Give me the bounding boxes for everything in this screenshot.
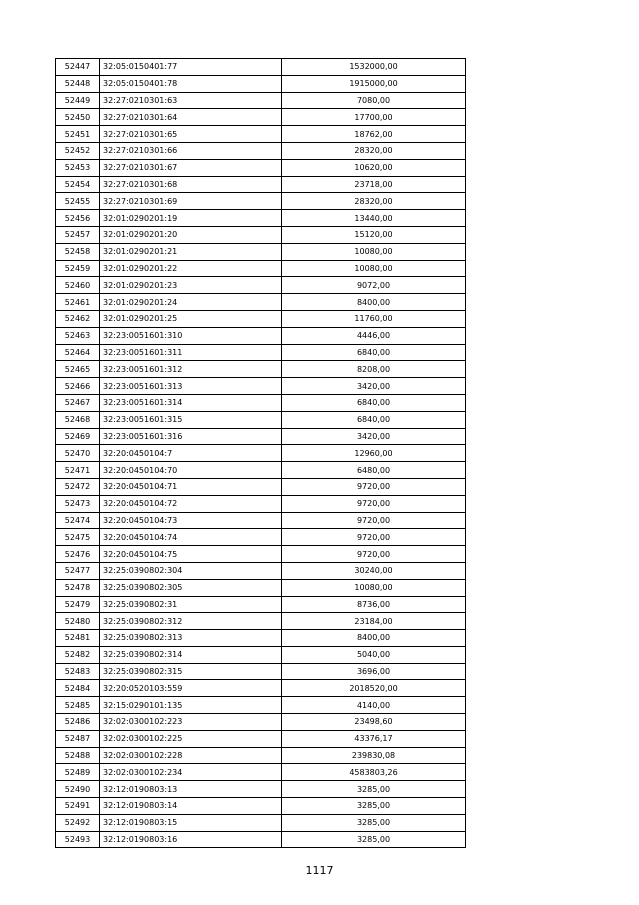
cadastral-number-cell: 32:12:0190803:14 <box>100 798 282 815</box>
value-cell: 5040,00 <box>282 646 466 663</box>
cadastral-number-cell: 32:02:0300102:234 <box>100 764 282 781</box>
row-number-cell: 52449 <box>56 92 100 109</box>
table-row <box>56 495 466 512</box>
value-cell: 23184,00 <box>282 613 466 630</box>
table-row <box>56 680 466 697</box>
cadastral-number-cell: 32:20:0450104:75 <box>100 546 282 563</box>
row-number-cell: 52452 <box>56 142 100 159</box>
table-row <box>56 344 466 361</box>
table-row <box>56 462 466 479</box>
value-cell: 4446,00 <box>282 327 466 344</box>
value-cell: 2018520,00 <box>282 680 466 697</box>
table-row <box>56 714 466 731</box>
cadastral-number-cell: 32:01:0290201:24 <box>100 294 282 311</box>
value-cell: 28320,00 <box>282 142 466 159</box>
row-number-cell: 52472 <box>56 478 100 495</box>
cadastral-number-cell: 32:20:0450104:71 <box>100 478 282 495</box>
cadastral-number-cell: 32:12:0190803:16 <box>100 831 282 848</box>
value-cell: 30240,00 <box>282 562 466 579</box>
value-cell: 239830,08 <box>282 747 466 764</box>
table-row <box>56 814 466 831</box>
cadastral-value-table <box>55 58 466 848</box>
row-number-cell: 52466 <box>56 378 100 395</box>
table-row <box>56 663 466 680</box>
value-cell: 11760,00 <box>282 310 466 327</box>
table-row <box>56 243 466 260</box>
cadastral-number-cell: 32:23:0051601:311 <box>100 344 282 361</box>
cadastral-number-cell: 32:25:0390802:314 <box>100 646 282 663</box>
table-row <box>56 781 466 798</box>
cadastral-number-cell: 32:01:0290201:22 <box>100 260 282 277</box>
row-number-cell: 52469 <box>56 428 100 445</box>
cadastral-number-cell: 32:25:0390802:305 <box>100 579 282 596</box>
table-row <box>56 378 466 395</box>
row-number-cell: 52455 <box>56 193 100 210</box>
cadastral-number-cell: 32:27:0210301:67 <box>100 159 282 176</box>
row-number-cell: 52488 <box>56 747 100 764</box>
row-number-cell: 52470 <box>56 445 100 462</box>
cadastral-number-cell: 32:23:0051601:313 <box>100 378 282 395</box>
table-body <box>56 59 466 848</box>
table-row <box>56 327 466 344</box>
cadastral-number-cell: 32:20:0450104:70 <box>100 462 282 479</box>
cadastral-number-cell: 32:20:0450104:7 <box>100 445 282 462</box>
row-number-cell: 52458 <box>56 243 100 260</box>
row-number-cell: 52485 <box>56 697 100 714</box>
value-cell: 8208,00 <box>282 361 466 378</box>
value-cell: 4583803,26 <box>282 764 466 781</box>
cadastral-number-cell: 32:01:0290201:20 <box>100 226 282 243</box>
value-cell: 18762,00 <box>282 126 466 143</box>
row-number-cell: 52478 <box>56 579 100 596</box>
table-row <box>56 798 466 815</box>
row-number-cell: 52450 <box>56 109 100 126</box>
value-cell: 9720,00 <box>282 512 466 529</box>
table-row <box>56 294 466 311</box>
table-row <box>56 159 466 176</box>
cadastral-number-cell: 32:25:0390802:313 <box>100 630 282 647</box>
value-cell: 9720,00 <box>282 546 466 563</box>
value-cell: 1915000,00 <box>282 75 466 92</box>
value-cell: 8400,00 <box>282 630 466 647</box>
row-number-cell: 52460 <box>56 277 100 294</box>
value-cell: 13440,00 <box>282 210 466 227</box>
cadastral-number-cell: 32:01:0290201:19 <box>100 210 282 227</box>
value-cell: 15120,00 <box>282 226 466 243</box>
table-row <box>56 176 466 193</box>
row-number-cell: 52462 <box>56 310 100 327</box>
table-row <box>56 630 466 647</box>
table-row <box>56 126 466 143</box>
table-row <box>56 428 466 445</box>
value-cell: 6840,00 <box>282 344 466 361</box>
value-cell: 10080,00 <box>282 243 466 260</box>
cadastral-number-cell: 32:27:0210301:66 <box>100 142 282 159</box>
table-row <box>56 310 466 327</box>
cadastral-number-cell: 32:05:0150401:77 <box>100 59 282 76</box>
table-row <box>56 210 466 227</box>
row-number-cell: 52482 <box>56 646 100 663</box>
cadastral-number-cell: 32:25:0390802:304 <box>100 562 282 579</box>
row-number-cell: 52453 <box>56 159 100 176</box>
row-number-cell: 52489 <box>56 764 100 781</box>
row-number-cell: 52447 <box>56 59 100 76</box>
table-row <box>56 75 466 92</box>
table-row <box>56 142 466 159</box>
value-cell: 17700,00 <box>282 109 466 126</box>
value-cell: 28320,00 <box>282 193 466 210</box>
row-number-cell: 52491 <box>56 798 100 815</box>
table-row <box>56 512 466 529</box>
row-number-cell: 52480 <box>56 613 100 630</box>
value-cell: 10620,00 <box>282 159 466 176</box>
value-cell: 3285,00 <box>282 781 466 798</box>
table-row <box>56 546 466 563</box>
value-cell: 3420,00 <box>282 378 466 395</box>
value-cell: 8736,00 <box>282 596 466 613</box>
cadastral-number-cell: 32:23:0051601:315 <box>100 411 282 428</box>
value-cell: 8400,00 <box>282 294 466 311</box>
value-cell: 3285,00 <box>282 814 466 831</box>
row-number-cell: 52467 <box>56 394 100 411</box>
cadastral-number-cell: 32:25:0390802:312 <box>100 613 282 630</box>
row-number-cell: 52492 <box>56 814 100 831</box>
cadastral-number-cell: 32:12:0190803:15 <box>100 814 282 831</box>
cadastral-number-cell: 32:02:0300102:225 <box>100 730 282 747</box>
value-cell: 9720,00 <box>282 495 466 512</box>
value-cell: 6480,00 <box>282 462 466 479</box>
table-row <box>56 831 466 848</box>
table-row <box>56 193 466 210</box>
cadastral-number-cell: 32:01:0290201:25 <box>100 310 282 327</box>
value-cell: 12960,00 <box>282 445 466 462</box>
table-row <box>56 109 466 126</box>
row-number-cell: 52459 <box>56 260 100 277</box>
table-row <box>56 394 466 411</box>
row-number-cell: 52451 <box>56 126 100 143</box>
value-cell: 3696,00 <box>282 663 466 680</box>
value-cell: 43376,17 <box>282 730 466 747</box>
table-row <box>56 411 466 428</box>
page-number: 1117 <box>305 864 334 877</box>
cadastral-number-cell: 32:23:0051601:310 <box>100 327 282 344</box>
cadastral-number-cell: 32:20:0450104:73 <box>100 512 282 529</box>
table-row <box>56 226 466 243</box>
cadastral-number-cell: 32:27:0210301:69 <box>100 193 282 210</box>
cadastral-number-cell: 32:20:0450104:72 <box>100 495 282 512</box>
value-cell: 3285,00 <box>282 798 466 815</box>
table-row <box>56 697 466 714</box>
table-row <box>56 730 466 747</box>
cadastral-number-cell: 32:23:0051601:314 <box>100 394 282 411</box>
value-cell: 9720,00 <box>282 478 466 495</box>
row-number-cell: 52468 <box>56 411 100 428</box>
table-row <box>56 596 466 613</box>
row-number-cell: 52493 <box>56 831 100 848</box>
value-cell: 3285,00 <box>282 831 466 848</box>
row-number-cell: 52461 <box>56 294 100 311</box>
cadastral-number-cell: 32:02:0300102:228 <box>100 747 282 764</box>
row-number-cell: 52463 <box>56 327 100 344</box>
row-number-cell: 52486 <box>56 714 100 731</box>
cadastral-number-cell: 32:23:0051601:316 <box>100 428 282 445</box>
table-row <box>56 764 466 781</box>
cadastral-number-cell: 32:25:0390802:31 <box>100 596 282 613</box>
row-number-cell: 52448 <box>56 75 100 92</box>
cadastral-number-cell: 32:20:0520103:559 <box>100 680 282 697</box>
table-row <box>56 478 466 495</box>
value-cell: 10080,00 <box>282 579 466 596</box>
table-row <box>56 579 466 596</box>
row-number-cell: 52457 <box>56 226 100 243</box>
value-cell: 9072,00 <box>282 277 466 294</box>
row-number-cell: 52481 <box>56 630 100 647</box>
row-number-cell: 52454 <box>56 176 100 193</box>
table-row <box>56 260 466 277</box>
row-number-cell: 52473 <box>56 495 100 512</box>
row-number-cell: 52464 <box>56 344 100 361</box>
row-number-cell: 52475 <box>56 529 100 546</box>
row-number-cell: 52477 <box>56 562 100 579</box>
table-row <box>56 92 466 109</box>
table-row <box>56 529 466 546</box>
table-row <box>56 646 466 663</box>
row-number-cell: 52490 <box>56 781 100 798</box>
table-row <box>56 613 466 630</box>
value-cell: 3420,00 <box>282 428 466 445</box>
cadastral-number-cell: 32:01:0290201:23 <box>100 277 282 294</box>
table-row <box>56 445 466 462</box>
table-row <box>56 562 466 579</box>
row-number-cell: 52476 <box>56 546 100 563</box>
value-cell: 1532000,00 <box>282 59 466 76</box>
value-cell: 6840,00 <box>282 411 466 428</box>
value-cell: 6840,00 <box>282 394 466 411</box>
cadastral-number-cell: 32:15:0290101:135 <box>100 697 282 714</box>
table-row <box>56 277 466 294</box>
table-row <box>56 747 466 764</box>
row-number-cell: 52483 <box>56 663 100 680</box>
value-cell: 23718,00 <box>282 176 466 193</box>
row-number-cell: 52479 <box>56 596 100 613</box>
value-cell: 9720,00 <box>282 529 466 546</box>
cadastral-number-cell: 32:12:0190803:13 <box>100 781 282 798</box>
value-cell: 7080,00 <box>282 92 466 109</box>
row-number-cell: 52487 <box>56 730 100 747</box>
cadastral-number-cell: 32:27:0210301:63 <box>100 92 282 109</box>
cadastral-number-cell: 32:25:0390802:315 <box>100 663 282 680</box>
cadastral-number-cell: 32:27:0210301:68 <box>100 176 282 193</box>
table-row <box>56 361 466 378</box>
cadastral-number-cell: 32:05:0150401:78 <box>100 75 282 92</box>
cadastral-number-cell: 32:01:0290201:21 <box>100 243 282 260</box>
cadastral-number-cell: 32:27:0210301:65 <box>100 126 282 143</box>
cadastral-number-cell: 32:02:0300102:223 <box>100 714 282 731</box>
cadastral-number-cell: 32:20:0450104:74 <box>100 529 282 546</box>
value-cell: 10080,00 <box>282 260 466 277</box>
row-number-cell: 52456 <box>56 210 100 227</box>
row-number-cell: 52474 <box>56 512 100 529</box>
cadastral-number-cell: 32:23:0051601:312 <box>100 361 282 378</box>
row-number-cell: 52465 <box>56 361 100 378</box>
value-cell: 23498,60 <box>282 714 466 731</box>
value-cell: 4140,00 <box>282 697 466 714</box>
row-number-cell: 52471 <box>56 462 100 479</box>
table-row <box>56 59 466 76</box>
row-number-cell: 52484 <box>56 680 100 697</box>
cadastral-number-cell: 32:27:0210301:64 <box>100 109 282 126</box>
